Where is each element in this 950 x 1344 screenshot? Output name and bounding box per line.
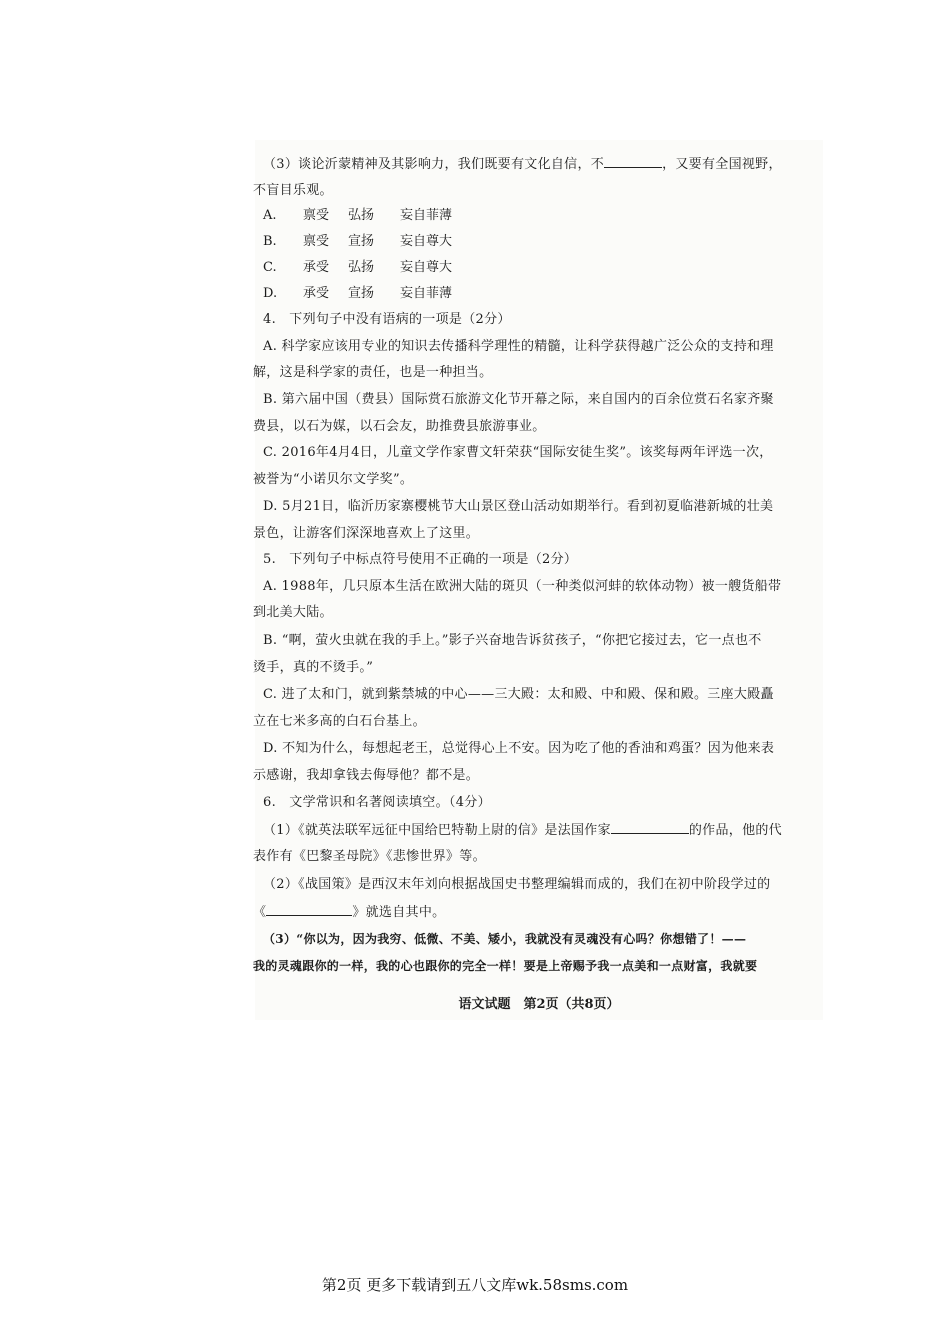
option-word-1: 禀受 xyxy=(303,208,330,223)
q4-option-c-line-1: C. 2016年4月4日，儿童文学作家曹文轩荣获“国际安徒生奖”。该奖每两年评选一次， xyxy=(263,445,773,460)
option-word-3: 妄自菲薄 xyxy=(400,286,453,301)
q4-option-b-line-2: 费县，以石为媒，以石会友，助推费县旅游事业。 xyxy=(253,419,546,434)
q5-option-a-line-1: A. 1988年，几只原本生活在欧洲大陆的斑贝（一种类似河蚌的软体动物）被一艘货船带 xyxy=(263,579,782,594)
option-letter: D. xyxy=(263,286,278,301)
q6-item-1-text-b: 的作品，他的代 xyxy=(688,823,782,838)
q6-item-1-line-1 xyxy=(263,821,782,840)
answer-blank xyxy=(266,903,352,916)
option-word-3: 妄自尊大 xyxy=(400,234,453,249)
q4-option-d-line-1: D. 5月21日，临沂历家寨樱桃节大山景区登山活动如期举行。看到初夏临港新城的壮美 xyxy=(263,499,774,514)
q5-option-d-line-1: D. 不知为什么，每想起老王，总觉得心上不安。因为吃了他的香油和鸡蛋？因为他来表 xyxy=(263,741,775,756)
q3-option-d xyxy=(255,285,655,303)
site-footer: 第2页 更多下载请到五八文库wk.58sms.com xyxy=(321,1276,629,1294)
q4-option-b-line-1: B. 第六届中国（费县）国际赏石旅游文化节开幕之际，来自国内的百余位赏石名家齐聚 xyxy=(263,392,774,407)
q6-item-2-text-b: 》就选自其中。 xyxy=(352,905,446,920)
q3-option-c xyxy=(255,259,655,277)
q4-option-d-line-2: 景色，让游客们深深地喜欢上了这里。 xyxy=(253,526,480,541)
q3-option-a xyxy=(255,207,655,225)
scan-page-footer: 语文试题 第2页（共8页） xyxy=(458,997,620,1012)
option-word-2: 宣扬 xyxy=(348,234,375,249)
option-word-2: 弘扬 xyxy=(348,208,375,223)
q3-option-b xyxy=(255,233,655,251)
q4-title: 4. 下列句子中没有语病的一项是（2分） xyxy=(263,312,511,327)
option-word-2: 弘扬 xyxy=(348,260,375,275)
q6-item-3-line-1: （3）“你以为，因为我穷、低微、不美、矮小，我就没有灵魂没有心吗？你想错了！—— xyxy=(263,932,747,946)
q3-stem-line-1 xyxy=(263,155,782,174)
q4-option-a-line-2: 解，这是科学家的责任，也是一种担当。 xyxy=(253,365,493,380)
q6-item-1-text-a: （1）《就英法联军远征中国给巴特勒上尉的信》是法国作家 xyxy=(263,823,611,838)
q3-stem-line-2: 不盲目乐观。 xyxy=(253,183,333,198)
option-word-3: 妄自菲薄 xyxy=(400,208,453,223)
option-letter: B. xyxy=(263,234,277,249)
q5-option-a-line-2: 到北美大陆。 xyxy=(253,605,333,620)
q5-option-b-line-1: B. “啊，萤火虫就在我的手上。”影子兴奋地告诉贫孩子，“你把它接过去，它一点也不 xyxy=(263,633,762,648)
q5-option-c-line-1: C. 进了太和门，就到紫禁城的中心——三大殿：太和殿、中和殿、保和殿。三座大殿矗 xyxy=(263,687,774,702)
q5-option-c-line-2: 立在七米多高的白石台基上。 xyxy=(253,714,426,729)
q5-option-d-line-2: 示感谢，我却拿钱去侮辱他？都不是。 xyxy=(253,768,480,783)
q4-option-c-line-2: 被誉为“小诺贝尔文学奖”。 xyxy=(253,472,414,487)
q3-stem-text-b: ，又要有全国视野， xyxy=(662,157,782,172)
answer-blank xyxy=(604,155,662,168)
q6-item-3-line-2: 我的灵魂跟你的一样，我的心也跟你的完全一样！要是上帝赐予我一点美和一点财富，我就要 xyxy=(253,959,758,973)
q5-title: 5. 下列句子中标点符号使用不正确的一项是（2分） xyxy=(263,552,578,567)
q3-stem-text-a: （3）谈论沂蒙精神及其影响力，我们既要有文化自信，不 xyxy=(263,157,605,172)
q6-item-2-line-2 xyxy=(253,903,445,922)
scanned-exam-page xyxy=(255,140,823,1020)
option-word-1: 承受 xyxy=(303,286,330,301)
answer-blank xyxy=(611,821,689,834)
q6-item-2-text-a: 《 xyxy=(253,905,267,920)
option-word-2: 宣扬 xyxy=(348,286,375,301)
option-letter: A. xyxy=(263,208,277,223)
q6-item-1-line-2: 表作有《巴黎圣母院》《悲惨世界》等。 xyxy=(253,849,486,864)
option-letter: C. xyxy=(263,260,277,275)
option-word-3: 妄自尊大 xyxy=(400,260,453,275)
q4-option-a-line-1: A. 科学家应该用专业的知识去传播科学理性的精髓，让科学获得越广泛公众的支持和理 xyxy=(263,339,774,354)
q5-option-b-line-2: 烫手，真的不烫手。” xyxy=(253,660,374,675)
option-word-1: 承受 xyxy=(303,260,330,275)
option-word-1: 禀受 xyxy=(303,234,330,249)
q6-item-2-line-1: （2）《战国策》是西汉末年刘向根据战国史书整理编辑而成的，我们在初中阶段学过的 xyxy=(263,877,771,892)
q6-title: 6. 文学常识和名著阅读填空。（4分） xyxy=(263,795,491,810)
